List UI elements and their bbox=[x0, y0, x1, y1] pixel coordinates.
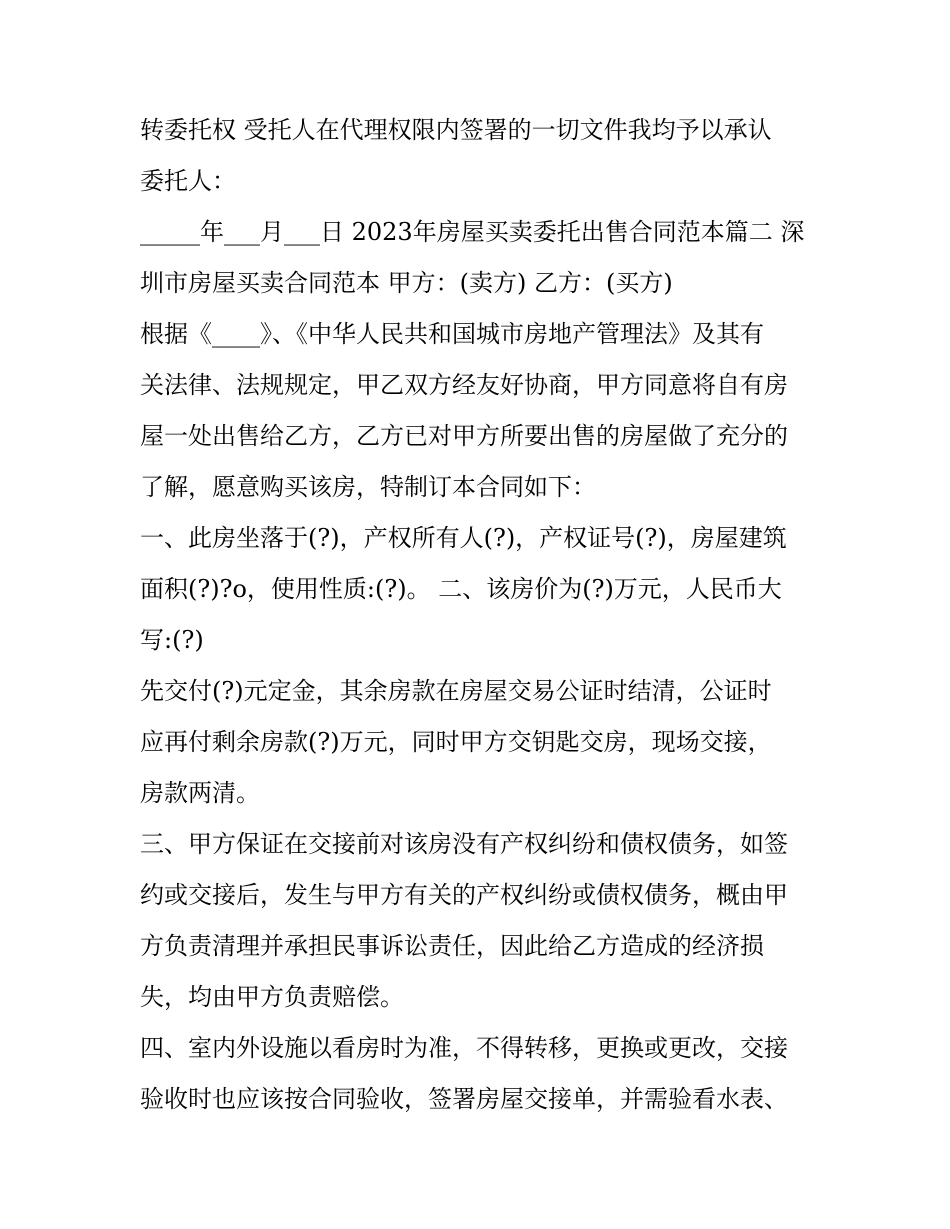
text-line: 写:(?) bbox=[140, 626, 204, 654]
text-line: 失，均由甲方负责赔偿。 bbox=[140, 983, 404, 1011]
text-line: _____年___月___日 2023年房屋买卖委托出售合同范本篇二 深 bbox=[140, 218, 805, 246]
text-line: 四、室内外设施以看房时为准，不得转移，更换或更改，交接 bbox=[140, 1034, 788, 1062]
text-line: 屋一处出售给乙方，乙方已对甲方所要出售的房屋做了充分的 bbox=[140, 422, 788, 450]
contract-text bbox=[140, 105, 820, 1125]
text-line: 方负责清理并承担民事诉讼责任，因此给乙方造成的经济损 bbox=[140, 932, 764, 960]
text-line: 面积(?)?o，使用性质:(?)。 二、该房价为(?)万元，人民币大 bbox=[140, 575, 782, 603]
text-line: 根据《____》、《中华人民共和国城市房地产管理法》及其有 bbox=[140, 320, 764, 348]
text-line: 应再付剩余房款(?)万元，同时甲方交钥匙交房，现场交接， bbox=[140, 728, 772, 756]
text-line: 验收时也应该按合同验收，签署房屋交接单，并需验看水表、 bbox=[140, 1085, 788, 1113]
text-line: 转委托权 受托人在代理权限内签署的一切文件我均予以承认 bbox=[140, 116, 772, 144]
text-line: 圳市房屋买卖合同范本 甲方：(卖方) 乙方：(买方) bbox=[140, 269, 673, 297]
text-line: 先交付(?)元定金，其余房款在房屋交易公证时结清，公证时 bbox=[140, 677, 772, 705]
text-line: 了解，愿意购买该房，特制订本合同如下： bbox=[140, 473, 596, 501]
text-line: 房款两清。 bbox=[140, 779, 260, 807]
text-line: 一、此房坐落于(?)，产权所有人(?)，产权证号(?)，房屋建筑 bbox=[140, 524, 787, 552]
text-line: 三、甲方保证在交接前对该房没有产权纠纷和债权债务，如签 bbox=[140, 830, 788, 858]
text-line: 约或交接后，发生与甲方有关的产权纠纷或债权债务，概由甲 bbox=[140, 881, 788, 909]
text-line: 关法律、法规规定，甲乙双方经友好协商，甲方同意将自有房 bbox=[140, 371, 788, 399]
text-line: 委托人： bbox=[140, 167, 236, 195]
